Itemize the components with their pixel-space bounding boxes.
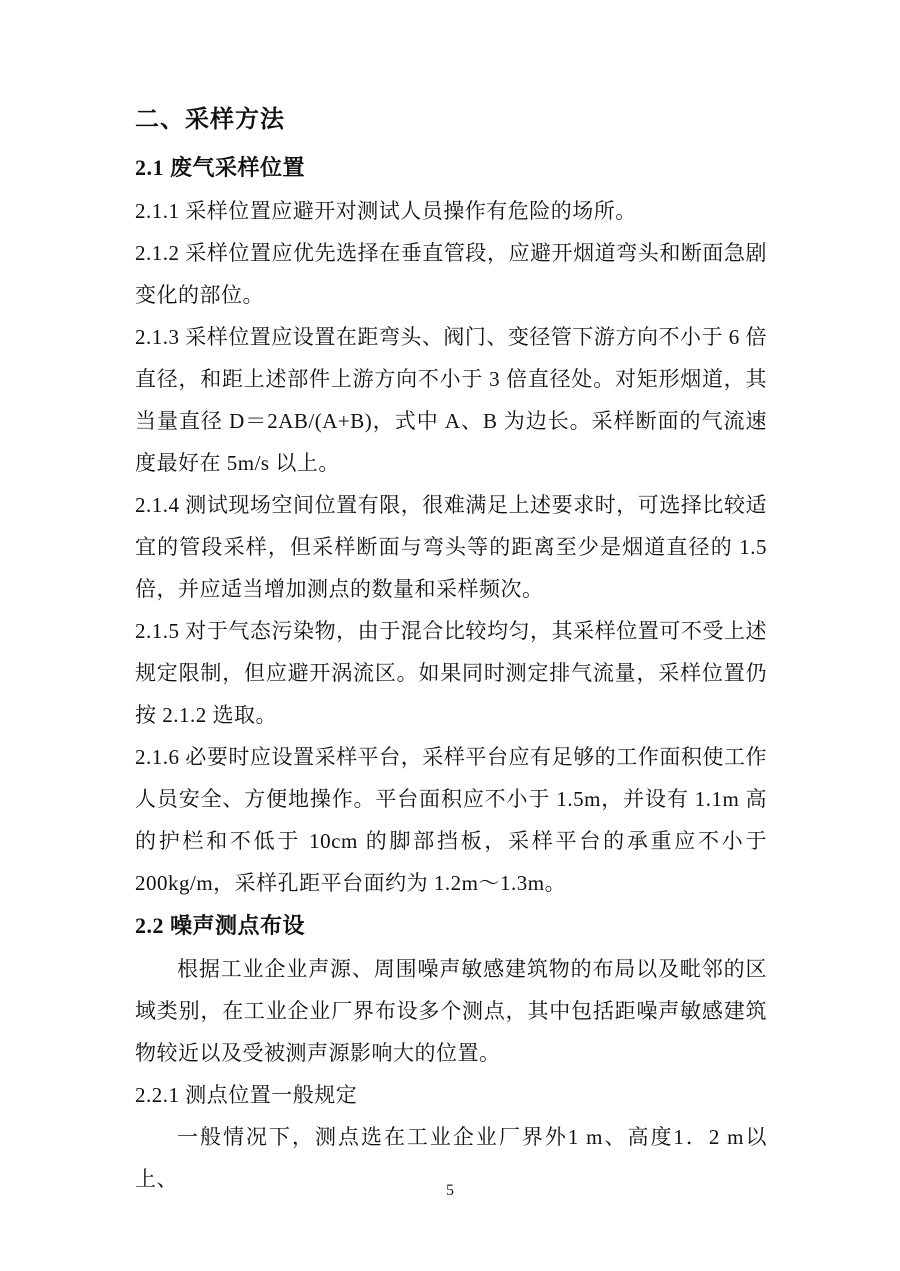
paragraph-2-2-intro: 根据工业企业声源、周围噪声敏感建筑物的布局以及毗邻的区域类别，在工业企业厂界布设多个测点，其中包括距噪声敏感建筑物较近以及受被测声源影响大的位置。	[135, 957, 767, 1065]
document-body	[135, 98, 767, 1200]
section-heading-2-2: 2.2 噪声测点布设	[135, 913, 306, 938]
paragraph-2-1-6: 2.1.6 必要时应设置采样平台，采样平台应有足够的工作面积使工作人员安全、方便地操作。平台面积应不小于 1.5m，并设有 1.1m 高的护栏和不低于 10cm 的脚部挡板，采样平台的承重应不小于 200kg/m，采样孔距平台面约为 1.2m～1.3m。	[135, 745, 767, 895]
paragraph-2-1-2: 2.1.2 采样位置应优先选择在垂直管段，应避开烟道弯头和断面急剧变化的部位。	[135, 241, 767, 307]
section-heading-2-1: 2.1 废气采样位置	[135, 155, 306, 180]
paragraph-2-2-1-title: 2.2.1 测点位置一般规定	[135, 1083, 358, 1107]
paragraph-2-1-3: 2.1.3 采样位置应设置在距弯头、阀门、变径管下游方向不小于 6 倍直径，和距上述部件上游方向不小于 3 倍直径处。对矩形烟道，其当量直径 D＝2AB/(A+B)，式中 A、B 为边长。采样断面的气流速度最好在 5m/s 以上。	[135, 325, 767, 475]
paragraph-2-1-1: 2.1.1 采样位置应避开对测试人员操作有危险的场所。	[135, 199, 637, 223]
paragraph-2-2-1-body: 一般情况下，测点选在工业企业厂界外1 m、高度1．2 m以上、	[135, 1125, 767, 1191]
page-number: 5	[446, 1182, 454, 1199]
paragraph-2-1-4: 2.1.4 测试现场空间位置有限，很难满足上述要求时，可选择比较适宜的管段采样，但采样断面与弯头等的距离至少是烟道直径的 1.5 倍，并应适当增加测点的数量和采样频次。	[135, 493, 767, 601]
paragraph-2-1-5: 2.1.5 对于气态污染物，由于混合比较均匀，其采样位置可不受上述规定限制，但应避开涡流区。如果同时测定排气流量，采样位置仍按 2.1.2 选取。	[135, 619, 767, 727]
chapter-heading: 二、采样方法	[135, 107, 285, 133]
